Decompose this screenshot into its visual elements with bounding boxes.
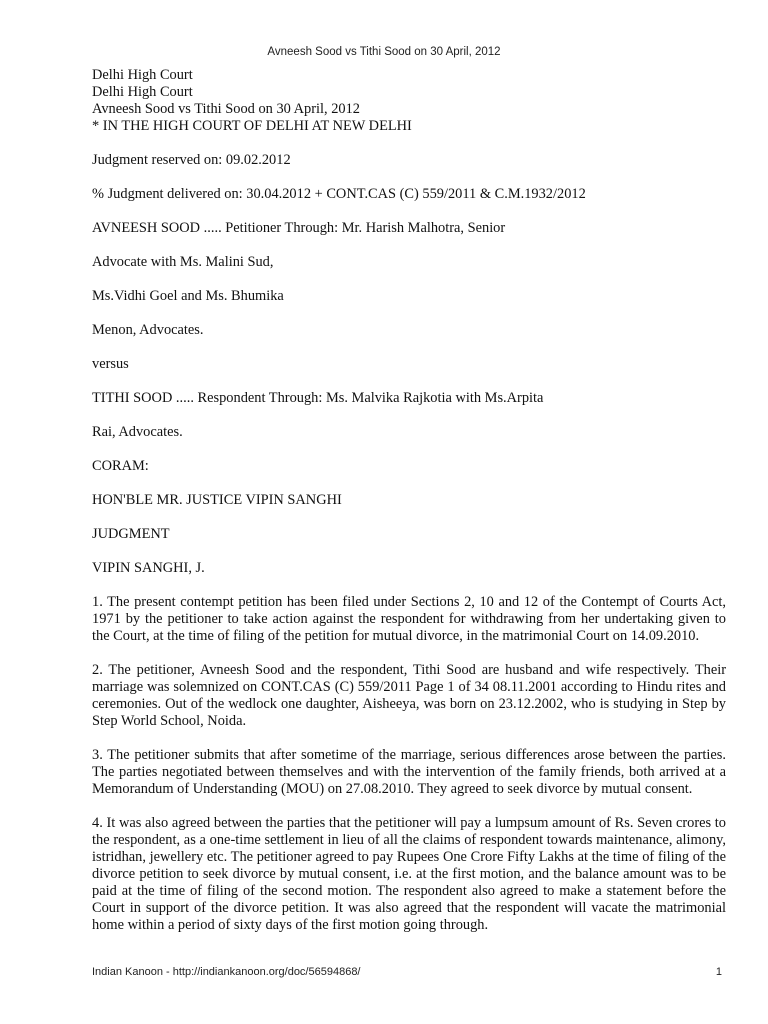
judge-name-line: HON'BLE MR. JUSTICE VIPIN SANGHI: [92, 492, 342, 508]
judgment-delivered-line: % Judgment delivered on: 30.04.2012 + CONT.CAS (C) 559/2011 & C.M.1932/2012: [92, 186, 586, 202]
footer-source-link[interactable]: Indian Kanoon - http://indiankanoon.org/doc/56594868/: [92, 966, 361, 978]
court-name-line: Delhi High Court: [92, 84, 193, 100]
paragraph-4: 4. It was also agreed between the parties that the petitioner will pay a lumpsum amount of Rs. Seven crores to the respondent, as a one-time settlement in lieu of all the claims of respondent towards maintenance, alimony, istridhan, jewellery etc. The petitioner agreed to pay Rupees One Crore Fifty Lakhs at the time of filing of the divorce petition to seek divorce by mutual consent, i.e. at the first motion, and the balance amount was to be paid at the time of filing of the second motion. The respondent also agreed to make a statement before the Court in support of the divorce petition. It was also agreed that the respondent will vacate the matrimonial home within a period of sixty days of the first motion going through.: [92, 815, 726, 933]
paragraph-1: 1. The present contempt petition has been filed under Sections 2, 10 and 12 of the Contempt of Courts Act, 1971 by the petitioner to take action against the respondent for withdrawing from her undertaking given to the Court, at the time of filing of the petition for mutual divorce, in the matrimonial Court on 14.09.2010.: [92, 594, 726, 644]
judgment-reserved-line: Judgment reserved on: 09.02.2012: [92, 152, 291, 168]
running-header: Avneesh Sood vs Tithi Sood on 30 April, 2012: [267, 46, 501, 58]
court-location-line: * IN THE HIGH COURT OF DELHI AT NEW DELHI: [92, 118, 412, 134]
coram-heading: CORAM:: [92, 458, 149, 474]
versus-line: versus: [92, 356, 129, 372]
respondent-counsel-line: Rai, Advocates.: [92, 424, 183, 440]
court-name-line: Delhi High Court: [92, 67, 193, 83]
respondent-line: TITHI SOOD ..... Respondent Through: Ms. Malvika Rajkotia with Ms.Arpita: [92, 390, 544, 406]
court-heading-block: [92, 67, 726, 135]
case-title-line: Avneesh Sood vs Tithi Sood on 30 April, 2012: [92, 101, 360, 117]
judgment-heading: JUDGMENT: [92, 526, 170, 542]
paragraph-3: 3. The petitioner submits that after sometime of the marriage, serious differences arose between the parties. The parties negotiated between themselves and with the intervention of the family friends, both arrived at a Memorandum of Understanding (MOU) on 27.08.2010. They agreed to seek divorce by mutual consent.: [92, 747, 726, 797]
petitioner-line: AVNEESH SOOD ..... Petitioner Through: Mr. Harish Malhotra, Senior: [92, 220, 506, 236]
paragraph-2: 2. The petitioner, Avneesh Sood and the respondent, Tithi Sood are husband and wife respectively. Their marriage was solemnized on CONT.CAS (C) 559/2011 Page 1 of 34 08.11.2001 according to Hindu rites and ceremonies. Out of the wedlock one daughter, Aisheeya, was born on 23.12.2002, who is studying in Step by Step World School, Noida.: [92, 662, 726, 729]
petitioner-counsel-line: Menon, Advocates.: [92, 322, 204, 338]
judgment-author-line: VIPIN SANGHI, J.: [92, 560, 205, 576]
document-body: [92, 67, 726, 934]
petitioner-counsel-line: Ms.Vidhi Goel and Ms. Bhumika: [92, 288, 284, 304]
petitioner-counsel-line: Advocate with Ms. Malini Sud,: [92, 254, 274, 270]
page-number: 1: [715, 966, 722, 978]
